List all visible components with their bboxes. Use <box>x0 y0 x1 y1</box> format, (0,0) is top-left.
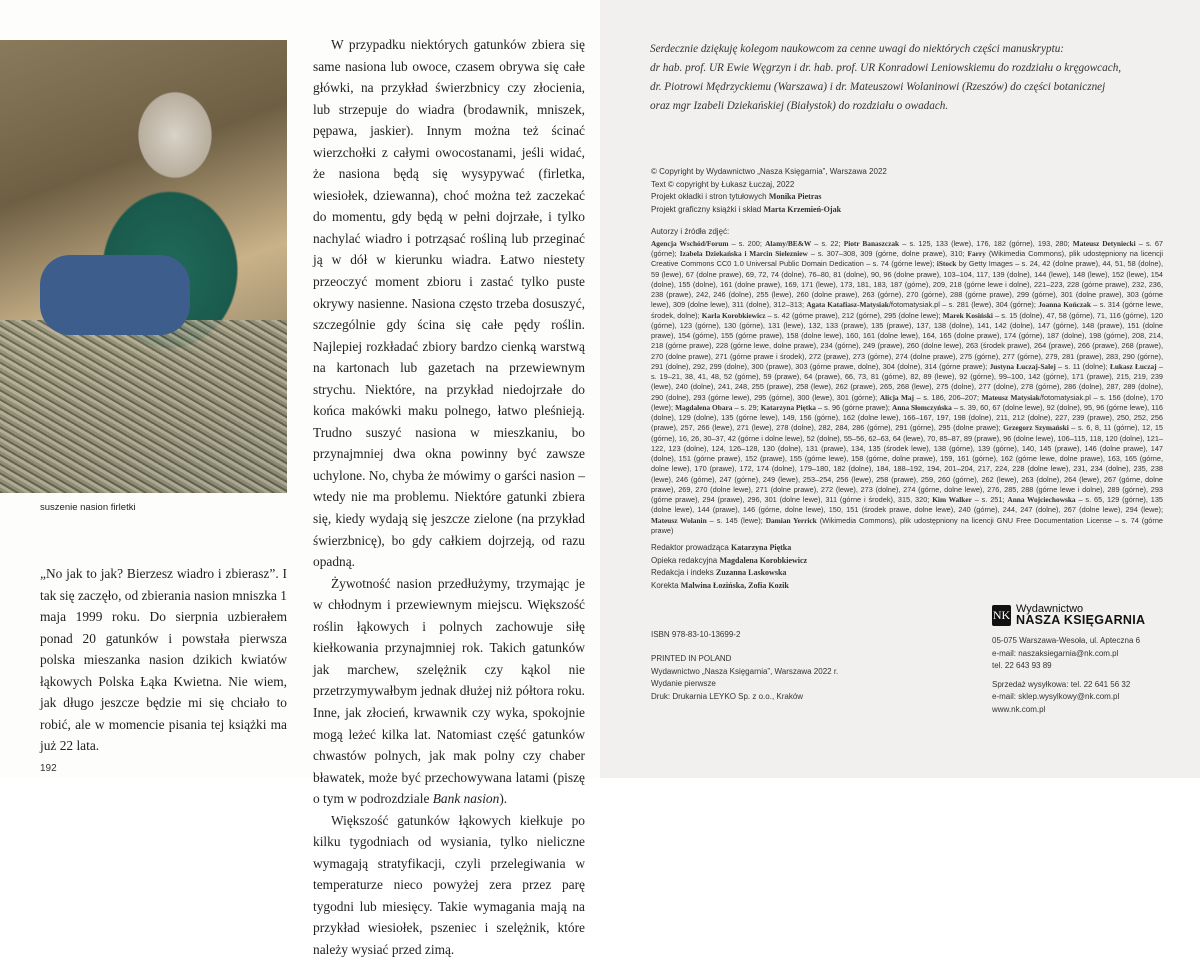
body-paragraph <box>313 573 585 810</box>
credit-pages: – s. 186, 206–207; <box>914 392 982 402</box>
address-line: 05-075 Warszawa-Wesoła, ul. Apteczna 6 <box>992 636 1141 645</box>
credit-author: Mateusz Matysiak <box>981 392 1040 402</box>
credit-pages: – s. 200; <box>728 238 766 248</box>
printing-info <box>651 653 971 703</box>
photo-caption: suszenie nasion firletki <box>40 502 136 513</box>
credit-author: Alamy/BE&W <box>765 238 812 248</box>
editors-block <box>651 542 971 592</box>
credit-pages: – s. 11 (dolne); <box>1055 361 1110 371</box>
photo-floor-seeds <box>0 320 287 493</box>
credit-author: Anna Wojciechowska <box>1007 495 1076 505</box>
credit-entry <box>990 362 1110 371</box>
credit-author: Piotr Banaszczak <box>843 238 900 248</box>
credit-pages: – s. 39, 60, 67 (dolne lewe), 92 (dolne), 95, 96 (górne lewe), 116 (dolne), 129 (dolne), 135 (górne lewe), 149, 156 (górne), 162 (dolne lewe), 166–167, 197, 198 (dolne), 211, 212 (dolne), 227, 239 (prawe), 250, 252, 256 (prawe), 257, 266 (lewe), 271 (lewe), 278 (dolne), 282, 284, 286 (górne), 291 (górne), 295 (dolne prawe); <box>651 402 1163 433</box>
credit-author: Magdalena Obara <box>675 402 733 412</box>
publisher-address <box>992 635 1182 673</box>
paragraph-text: Żywotność nasion przedłużymy, trzymając je w chłodnym i przewiewnym miejscu. Większość roślin łąkowych i polnych zachowuje siłę kiełkowania przynajmniej rok. Takich gatunków jak marchew, szelężnik czy kąkol nie przetrzymywałbym jednak dłużej niż półtora roku. Inne, jak złocień, krwawnik czy wyka, spokojnie mogą leżeć kilka lat. Natomiast część gatunków chwastów polnych, jak mak polny czy chaber bławatek, może być przechowywana latami (piszę o tym w podrozdziale <box>313 575 585 807</box>
credit-author: Mateusz Detyniecki <box>1072 238 1136 248</box>
printing-line: PRINTED IN POLAND <box>651 654 732 664</box>
nk-logo-icon: NK <box>992 605 1011 626</box>
paragraph-text: ). <box>499 791 508 807</box>
editor-line: Opieka redakcyjna Magdalena Korobkiewicz <box>651 555 808 565</box>
credit-entry <box>651 239 765 248</box>
copyright-line: Text © copyright by Łukasz Łuczaj, 2022 <box>651 179 795 189</box>
photo-figure-legs <box>40 255 190 335</box>
email-link[interactable]: e-mail: naszaksiegarnia@nk.com.pl <box>992 648 1119 658</box>
copyright-line: Projekt graficzny książki i skład Marta Krzemień-Ojak <box>651 204 842 214</box>
credit-pages: – s. 42 (górne prawe), 212 (górne), 295 (dolne lewe); <box>765 310 943 320</box>
credit-author: Karla Korobkiewicz <box>701 310 766 320</box>
acknowledgement-line: oraz mgr Izabeli Dziekańskiej (Białystok) do rozdziału o owadach. <box>650 100 949 112</box>
credit-author: Alicja Maj <box>879 392 914 402</box>
credit-entry <box>932 495 1007 504</box>
credit-pages: – s. 96 (górne prawe); <box>815 402 893 412</box>
phone-line: tel. 22 643 93 89 <box>992 661 1052 671</box>
credit-entry <box>761 403 892 412</box>
credit-pages: (Wikimedia Commons), plik udostępniony na licencji GNU Free Documentation License – s. 74 (górne prawe) <box>651 515 1163 535</box>
copyright-block <box>651 166 1165 216</box>
credit-author: iStock <box>936 259 957 269</box>
sales-phone: Sprzedaż wysyłkowa: tel. 22 641 56 32 <box>992 679 1131 689</box>
credit-pages: – s. 307–308, 309 (górne, dolne prawe), 310; <box>807 249 968 259</box>
photo-drying-seeds <box>0 40 287 493</box>
credit-pages: – s. 251; <box>971 495 1008 505</box>
editor-line: Redakcja i indeks Zuzanna Laskowska <box>651 568 787 578</box>
credit-entry <box>880 393 982 402</box>
left-bottom-block <box>40 563 287 775</box>
acknowledgements <box>650 40 1122 116</box>
body-paragraph: W przypadku niektórych gatunków zbiera się same nasiona lub owoce, czasem obrywa się całe główki, na przykład świerzbnicy czy złocienia, lub strzepuje do wiadra (brodawnik, mniszek, pępawa, jaskier). Innym można też ścinać wierzchołki z całymi owocostanami, jeśli widać, że nasiona będą się wysypywać (firletka, wiesiołek, dziewanna), choć można też zaczekać do momentu, gdy będą w pełni dojrzałe, i tylko nachylać wiadro i potrząsać rośliną lub przeginać ją w dół w kierunku wiadra. Łatwo niestety przeoczyć moment zbioru i zastać tylko puste okrywy nasienne. Nasiona często trzeba dosuszyć, szczególnie gdy ścina się całe pędy roślin. Najlepiej rozkładać zbiory bardzo cienką warstwą na kartonach lub gazetach na przewiewnym strychu. Niektóre, na przykład niedojrzałe do końca makówki maku polnego, łatwo pleśnieją. Trudno suszyć nasiona w mieszkaniu, bo przynajmniej dwa okna powinny być zawsze uchylone. No, chyba że mówimy o garści nasion – wtedy nie ma problemu. Niektóre gatunki zbiera się, kiedy wydają się jeszcze zielone (na przykład świerzbnicę), bo gdy całkiem dojrzeją, od razu opadną. <box>313 37 585 570</box>
credit-pages: /fotomatysiak.pl – s. 156 (dolne), 170 (lewe); <box>651 392 1163 412</box>
acknowledgement-line: Serdecznie dziękuję kolegom naukowcom za cenne uwagi do niektórych części manuskryptu: <box>650 43 1065 55</box>
publisher-sales <box>992 679 1182 717</box>
credit-pages: – s. 22; <box>811 238 844 248</box>
credit-author: Joanna Kończak <box>1038 300 1091 310</box>
credit-author: Mateusz Wolanin <box>651 515 707 525</box>
credit-author: Farry <box>967 249 986 259</box>
page-number: 192 <box>40 762 57 774</box>
copyright-line: © Copyright by Wydawnictwo „Nasza Księgarnia”, Warszawa 2022 <box>651 167 887 176</box>
credit-author: Damian Yerrick <box>765 515 817 525</box>
credit-author: Agata Katafiasz-Matysiak <box>806 300 889 310</box>
credit-author: Agencja Wschód/Forum <box>651 238 729 248</box>
credit-entry <box>680 249 968 258</box>
credit-entry <box>651 423 1163 504</box>
publisher-logo <box>992 604 1145 626</box>
credit-pages: (Wikimedia Commons), plik udostępniony na licencji Creative Commons CC0 1.0 Universal Public Domain Dedication – s. 74 (górne lewe); <box>651 249 1164 269</box>
credit-author: Anna Słomczyńska <box>892 402 952 412</box>
credit-author: Katarzyna Piętka <box>760 402 816 412</box>
credit-pages: – s. 15 (dolne), 47, 58 (górne), 71, 116 (górne), 120 (górne), 123 (górne), 130 (górne), 131 (lewe), 132, 133 (prawe), 135 (prawe), 137, 138 (dolne), 141, 142 (dolne), 147 (górne), 148 (prawe), 151 (dolne prawe), 154 (górne), 155 (górne prawe), 158 (dolne lewe), 160, 161 (dolne lewe), 164, 165 (dolne prawe), 174 (górne), 187 (dolne), 198 (górne), 208, 214, 218 (górne prawe), 228 (górne lewe, dolne prawe), 234 (górne), 249 (prawe), 260 (dolne lewe), 263 (środek prawe), 264 (prawe), 266 (prawe), 268 (prawe), 270 (dolne prawe), 271 (górne prawe i środek), 272 (prawe), 273 (górne), 274 (dolne prawe), 275 (górne), 277 (górne), 279, 281 (prawe), 283, 290 (górne), 291 (dolne), 292, 299 (dolne), 300 (prawe), 303 (górne prawe, dolne), 304 (dolne), 314 (górne prawe); <box>651 310 1163 371</box>
printing-line: Wydanie pierwsze <box>651 679 716 689</box>
credit-entry <box>675 403 761 412</box>
intro-paragraph: „No jak to jak? Bierzesz wiadro i zbierasz”. I tak się zaczęło, od zbierania nasion mniszka 1 maja 1999 roku. Do sierpnia uzbierałem ponad 20 gatunków i powstała pierwsza polska mieszanka nasion dzikich kwiatów łąkowych Polska Łąka Kwietna. Nie wiem, jak długo jeszcze będzie mi się chciało to robić, ale w momencie pisania tej książki ma już 22 lata. <box>40 566 287 754</box>
credit-pages: – s. 67 (górne); <box>651 238 1164 259</box>
photo-credits <box>651 239 1163 536</box>
credit-entry <box>844 239 1073 248</box>
credit-author: Grzegorz Szymański <box>1003 423 1069 433</box>
credit-pages: by Getty Images – s. 24, 42 (dolne prawe), 44, 51, 58 (dolne), 59 (lewe), 67 (dolne prawe), 69, 72, 74 (dolne), 76–80, 81 (dolne), 90, 96 (dolne prawe), 103–104, 117, 139 (dolne), 144 (lewe), 148 (lewe), 152 (lewe), 154 (dolne), 155 (dolne), 161 (dolne prawe), 169, 171 (lewe), 173, 181, 183, 187 (górne), 209, 218 (górne lewe i dolne), 221–223, 228 (górne prawe), 232, 236, 238 (prawe), 242, 246 (dolne), 255 (lewe), 260 (dolne prawe), 263 (górne), 270 (górne), 288 (górne prawe), 299 (górne), 301 (dolne prawe), 303 (górne lewe), 309 (dolne lewe), 311 (dolne), 312–313; <box>651 259 1163 310</box>
website-link[interactable]: www.nk.com.pl <box>992 704 1046 714</box>
publisher-info <box>992 635 1182 717</box>
credit-entry <box>651 516 766 525</box>
credit-pages: – s. 145 (lewe); <box>706 515 766 525</box>
credit-pages: – s. 65, 129 (górne), 135 (dolne lewe), 144 (prawe), 146 (górne, dolne lewe), 150, 151 (środek prawe, dolne lewe), 240 (górne), 244, 247 (dolne), 267 (dolne lewe), 294 (lewe); <box>651 495 1163 515</box>
editor-line: Redaktor prowadząca Katarzyna Piętka <box>651 543 792 553</box>
copyright-line: Projekt okładki i stron tytułowych Monika Pietras <box>651 192 822 202</box>
photo-credits-label: Autorzy i źródła zdjęć: <box>651 227 730 237</box>
credit-author: Izabela Dziekańska i Marcin Sielezniew <box>679 249 808 259</box>
acknowledgement-line: dr hab. prof. UR Ewie Węgrzyn i dr. hab. prof. UR Konradowi Leniowskiemu do rozdziału o kręgowcach, <box>650 62 1122 74</box>
left-page <box>0 0 600 957</box>
printing-line: Wydawnictwo „Nasza Księgarnia”, Warszawa 2022 r. <box>651 666 839 676</box>
sales-email-link[interactable]: e-mail: sklep.wysylkowy@nk.com.pl <box>992 692 1120 702</box>
credit-pages: – s. 19–21, 38, 41, 48, 52 (górne), 59 (prawe), 64 (prawe), 66, 73, 81 (górne), 82, 89 (lewe), 92 (górne), 99–100, 142 (górne), 171 (prawe), 215, 219, 239 (lewe), 240 (dolne), 241, 248, 255 (prawe), 258 (lewe), 262 (prawe), 265, 268 (lewe), 275 (dolne), 277 (dolne), 278 (górne), 286 (dolne), 287, 289 (dolne), 290 (dolne), 293 (górne lewe), 295 (górne), 300 (lewe), 301 (górne); <box>651 361 1164 402</box>
publisher-name-line2: NASZA KSIĘGARNIA <box>1016 613 1146 627</box>
credit-pages: – s. 125, 133 (lewe), 176, 182 (górne), 193, 280; <box>899 238 1073 248</box>
body-text-column <box>313 34 585 961</box>
credit-pages: – s. 29; <box>732 402 761 412</box>
acknowledgement-line: dr. Piotrowi Mędrzyckiemu (Warszawa) i dr. Mateuszowi Wolaninowi (Rzeszów) do części botanicznej <box>650 81 1106 93</box>
body-paragraph: Większość gatunków łąkowych kiełkuje po kilku tygodniach od wysiania, tylko nieliczne wymagają stratyfikacji, czyli przelegiwania w temperaturze nieco powyżej zera przez parę tygodni lub miesięcy. Takie wymagania mają na przykład wiesiołek, pszeniec i szelężnik, które należy wysiać przed zimą. <box>313 812 585 957</box>
credit-author: Kim Walker <box>932 495 972 505</box>
editor-line: Korekta Malwina Łozińska, Zofia Kozik <box>651 581 789 590</box>
isbn: ISBN 978-83-10-13699-2 <box>651 629 741 639</box>
credit-author: Justyna Łuczaj-Salej <box>989 361 1056 371</box>
credit-pages: – s. 6, 8, 11 (górne), 12, 15 (górne), 16, 26, 30–37, 42 (górne i dolne lewe), 52 (dolne), 55–56, 62–63, 64 (lewe), 70, 85–87, 89 (prawe), 96 (dolne lewe), 106–115, 118, 120 (dolne), 121–122, 123 (dolne), 124, 126–128, 130 (dolne), 131 (prawe), 134, 135 (środek lewe), 138 (górne), 139 (górne), 140, 145 (prawe), 146 (dolne prawe), 147 (dolne), 151 (górne prawe), 152 (prawe), 155 (górne lewe), 158 (górne, dolne prawe), 159, 161 (górne), 162 (górne lewe, dolne prawe), 163, 165 (górne, dolne lewe), 170 (prawe), 172, 174 (dolne), 179–180, 182 (dolne), 184, 188–192, 194, 201–204, 217, 224, 228 (dolne lewe), 231, 234 (dolne), 235, 238 (lewe), 246 (górne), 247 (górne), 249 (lewe), 253–254, 256 (lewe), 258 (prawe), 259, 260 (górne), 262 (lewe), 263 (dolne), 264 (lewe), 267 (górne, dolne prawe), 269, 270 (dolne lewe), 271 (dolne prawe), 272 (lewe), 273 (dolne), 274 (górne, dolne lewe), 276, 285, 288 (górne lewe i dolne), 289 (górne), 293 (górne prawe), 294 (prawe), 296, 301 (dolne lewe), 311 (górne i środek), 315, 320; <box>651 423 1163 505</box>
credit-pages: – s. 314 (górne lewe, środek, dolne); <box>651 300 1164 320</box>
credit-author: Łukasz Łuczaj <box>1109 361 1157 371</box>
section-reference: Bank nasion <box>432 791 500 807</box>
credit-pages: /fotomatysiak.pl – s. 281 (lewe), 304 (górne); <box>888 300 1039 310</box>
credit-entry <box>702 311 943 320</box>
credit-entry <box>765 239 844 248</box>
credit-author: Marek Kosiński <box>942 310 993 320</box>
printing-line: Druk: Drukarnia LEYKO Sp. z o.o., Kraków <box>651 691 804 701</box>
publisher-name-line1: Wydawnictwo <box>1016 603 1084 615</box>
credit-entry <box>806 300 1038 309</box>
